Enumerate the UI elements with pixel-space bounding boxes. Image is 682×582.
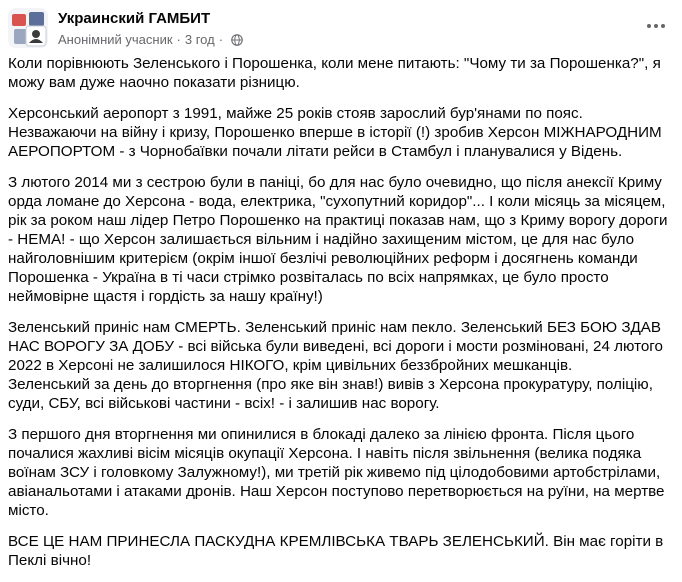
separator-dot-2: · <box>218 32 224 47</box>
avatar[interactable] <box>8 8 48 48</box>
post-header <box>8 8 674 48</box>
post-subline <box>58 31 243 49</box>
separator-dot: · <box>176 32 181 47</box>
more-horizontal-icon <box>646 23 666 29</box>
post-body <box>8 54 674 582</box>
post-meta <box>58 9 243 49</box>
post-paragraph: ВСЕ ЦЕ НАМ ПРИНЕСЛА ПАСКУДНА КРЕМЛІВСЬКА ТВАРЬ ЗЕЛЕНСЬКИЙ. Він має горіти в Пеклі вічно! <box>8 533 664 569</box>
post-time[interactable]: 3 год <box>184 32 215 47</box>
page-name[interactable]: Украинский ГАМБИТ <box>58 10 211 27</box>
post-paragraph: З лютого 2014 ми з сестрою були в паніці, бо для нас було очевидно, що після анексії Криму орда ломане до Херсона - вода, електрика, "сухопутний коридор"... І коли місяць за місяцем, рік за роком наш лідер Петро Порошенко на практиці показав нам, що з Криму ворогу дороги - НЕМА! - що Херсон залишається вільним і надійно захищеним містом, це для нас було найголовнішим критерієм (окрім іншої безлічі революційних реформ і досягнень команди Порошенка - Україна в ті часи стрімко розвіталась по всіх напрямках, це було просто неймовірне щастя і гордість за нашу країну!) <box>8 174 668 305</box>
post-paragraph: Херсонський аеропорт з 1991, майже 25 років стояв зарослий бур'янами по пояс. Незважаючи на війну і кризу, Порошенко вперше в історії (!) зробив Херсон МІЖНАРОДНИМ АЕРОПОРТОМ - з Чорнобаївки почали літати рейси в Стамбул і планувалися у Відень. <box>8 105 662 160</box>
post-paragraph: З першого дня вторгнення ми опинилися в блокаді далеко за лінією фронта. Після цього почалися жахливі вісім місяців окупації Херсона. І навіть після звільнення (велика подяка воїнам ЗСУ і головкому Залужному!), ми третій рік живемо під цілодобовими артобстрілами, авіанальотами і атаками дронів. Наш Херсон поступово перетворюється на руїни, на мертве місто. <box>8 426 665 519</box>
more-options-button[interactable] <box>642 12 670 40</box>
post-paragraph: Коли порівнюють Зеленського і Порошенка, коли мене питають: "Чому ти за Порошенка?", я можу вам дуже наочно показати різницю. <box>8 55 661 91</box>
globe-icon <box>231 34 243 46</box>
group-avatar-image <box>8 8 48 48</box>
post-paragraph: Зеленський приніс нам СМЕРТЬ. Зеленський приніс нам пекло. Зеленський БЕЗ БОЮ ЗДАВ НАС ВОРОГУ ЗА ДОБУ - всі війська були виведені, всі дороги і мости розміновані, 24 лютого 2022 в Херсоні не залишилося НІКОГО, крім цивільних беззбройних мешканців. Зеленський за день до вторгнення (про яке він знав!) вивів з Херсона прокуратуру, поліцію, суди, СБУ, всі військові частини - всіх! - і залишив нас ворогу. <box>8 319 663 412</box>
author-label[interactable]: Анонімний учасник <box>58 32 173 47</box>
